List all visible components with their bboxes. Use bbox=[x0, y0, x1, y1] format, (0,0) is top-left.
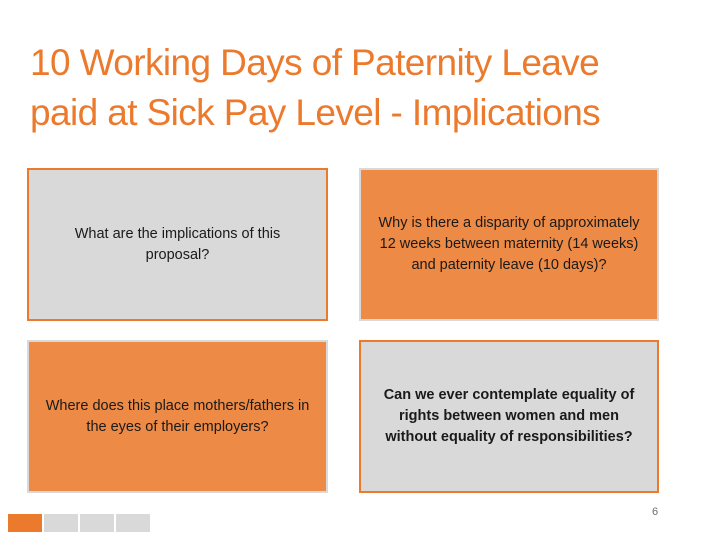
question-box-equality bbox=[359, 340, 659, 493]
footer-segment bbox=[44, 514, 78, 532]
question-text: Can we ever contemplate equality of rights between women and men without equality of responsibilities? bbox=[383, 387, 635, 445]
title-line-2: paid at Sick Pay Level - Implications bbox=[30, 92, 601, 133]
question-box-employers bbox=[27, 340, 328, 493]
footer-segment bbox=[116, 514, 150, 532]
footer-decoration-bar bbox=[8, 514, 150, 532]
question-box-implications bbox=[27, 168, 328, 321]
question-text: What are the implications of this proposal? bbox=[74, 225, 281, 263]
question-box-disparity bbox=[359, 168, 659, 321]
footer-segment bbox=[80, 514, 114, 532]
question-text: Why is there a disparity of approximately 12 weeks between maternity (14 weeks) and paternity leave (10 days)? bbox=[378, 215, 640, 273]
title-line-1: 10 Working Days of Paternity Leave bbox=[30, 42, 600, 83]
page-number: 6 bbox=[652, 506, 659, 518]
slide-title bbox=[30, 38, 710, 138]
footer-segment bbox=[8, 514, 42, 532]
question-text: Where does this place mothers/fathers in the eyes of their employers? bbox=[45, 397, 310, 435]
